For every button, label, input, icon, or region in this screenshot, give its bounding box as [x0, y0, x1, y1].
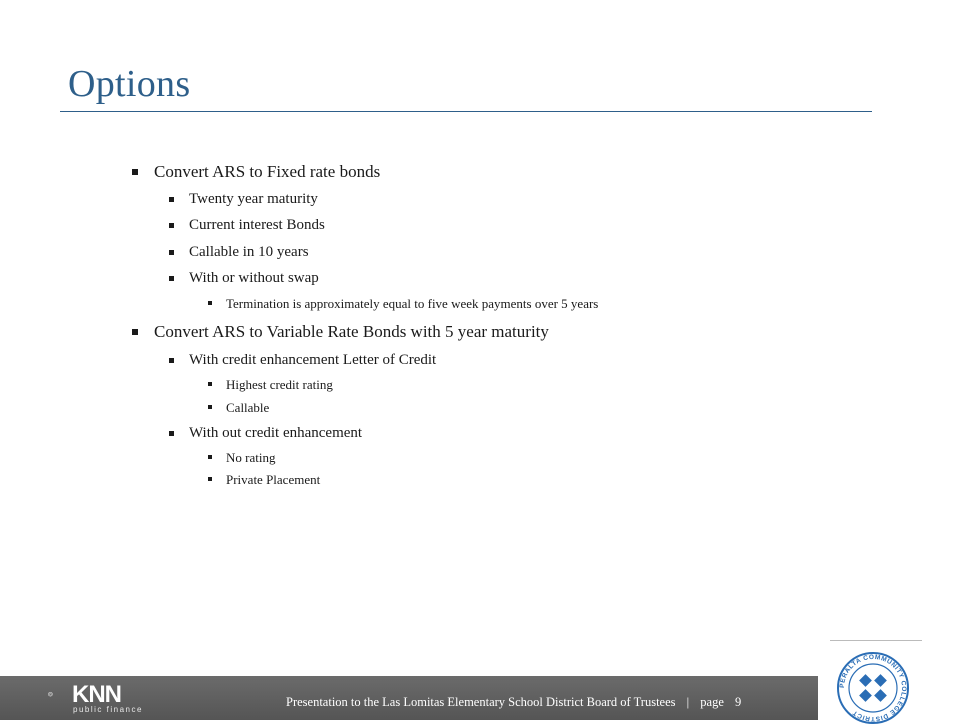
bullet-text: Convert ARS to Fixed rate bonds — [154, 162, 381, 181]
bullet-text: Callable — [226, 400, 270, 415]
bullet-marker — [132, 169, 138, 175]
page-number: 9 — [735, 695, 742, 709]
knn-logo-icon — [48, 683, 72, 707]
presentation-text: Presentation to the Las Lomitas Elementary School District Board of Trustees — [286, 695, 676, 709]
bullet-text: No rating — [226, 450, 276, 465]
bullet-item — [189, 270, 319, 287]
bullet-item — [189, 352, 436, 369]
bullet-text: Private Placement — [226, 472, 321, 487]
footer-separator: | — [686, 695, 690, 709]
bullet-text: Callable in 10 years — [189, 244, 309, 260]
bullet-item — [154, 162, 380, 182]
bullet-item — [226, 450, 275, 466]
bullet-marker — [208, 301, 212, 305]
knn-logo-subtitle: public finance — [73, 705, 143, 714]
bullet-text: Current interest Bonds — [189, 217, 325, 233]
college-seal-icon — [836, 651, 910, 725]
bullet-marker — [169, 276, 174, 281]
bullet-marker — [169, 197, 174, 202]
bullet-marker — [169, 250, 174, 255]
bullet-marker — [208, 455, 212, 459]
bullet-item — [226, 296, 598, 312]
seal-divider — [830, 640, 922, 641]
bullet-item — [189, 217, 325, 234]
bullet-marker — [208, 477, 212, 481]
bullet-marker — [169, 223, 174, 228]
bullet-item — [189, 191, 318, 208]
bullet-item — [189, 425, 362, 442]
bullet-item — [154, 322, 549, 342]
bullet-item — [189, 244, 309, 261]
page-label: page — [700, 695, 724, 709]
bullet-text: With out credit enhancement — [189, 425, 363, 441]
bullet-item — [226, 377, 333, 393]
bullet-marker — [132, 329, 138, 335]
bullet-text: Convert ARS to Variable Rate Bonds with 5 year maturity — [154, 322, 549, 341]
bullet-marker — [169, 358, 174, 363]
title-underline — [60, 111, 872, 112]
bullet-text: Highest credit rating — [226, 377, 333, 392]
bullet-item — [226, 400, 269, 416]
bullet-marker — [208, 382, 212, 386]
bullet-text: With or without swap — [189, 270, 319, 286]
slide-title: Options — [68, 63, 191, 105]
bullet-marker — [169, 431, 174, 436]
bullet-item — [226, 472, 320, 488]
seal-text: PERALTA COMMUNITY COLLEGE DISTRICT — [838, 653, 908, 723]
knn-logo-name: KNN — [72, 681, 121, 708]
bullet-marker — [208, 405, 212, 409]
bullet-text: With credit enhancement Letter of Credit — [189, 352, 437, 368]
bullet-text: Termination is approximately equal to five week payments over 5 years — [226, 296, 599, 311]
bullet-text: Twenty year maturity — [189, 191, 318, 207]
footer-caption — [286, 695, 741, 710]
